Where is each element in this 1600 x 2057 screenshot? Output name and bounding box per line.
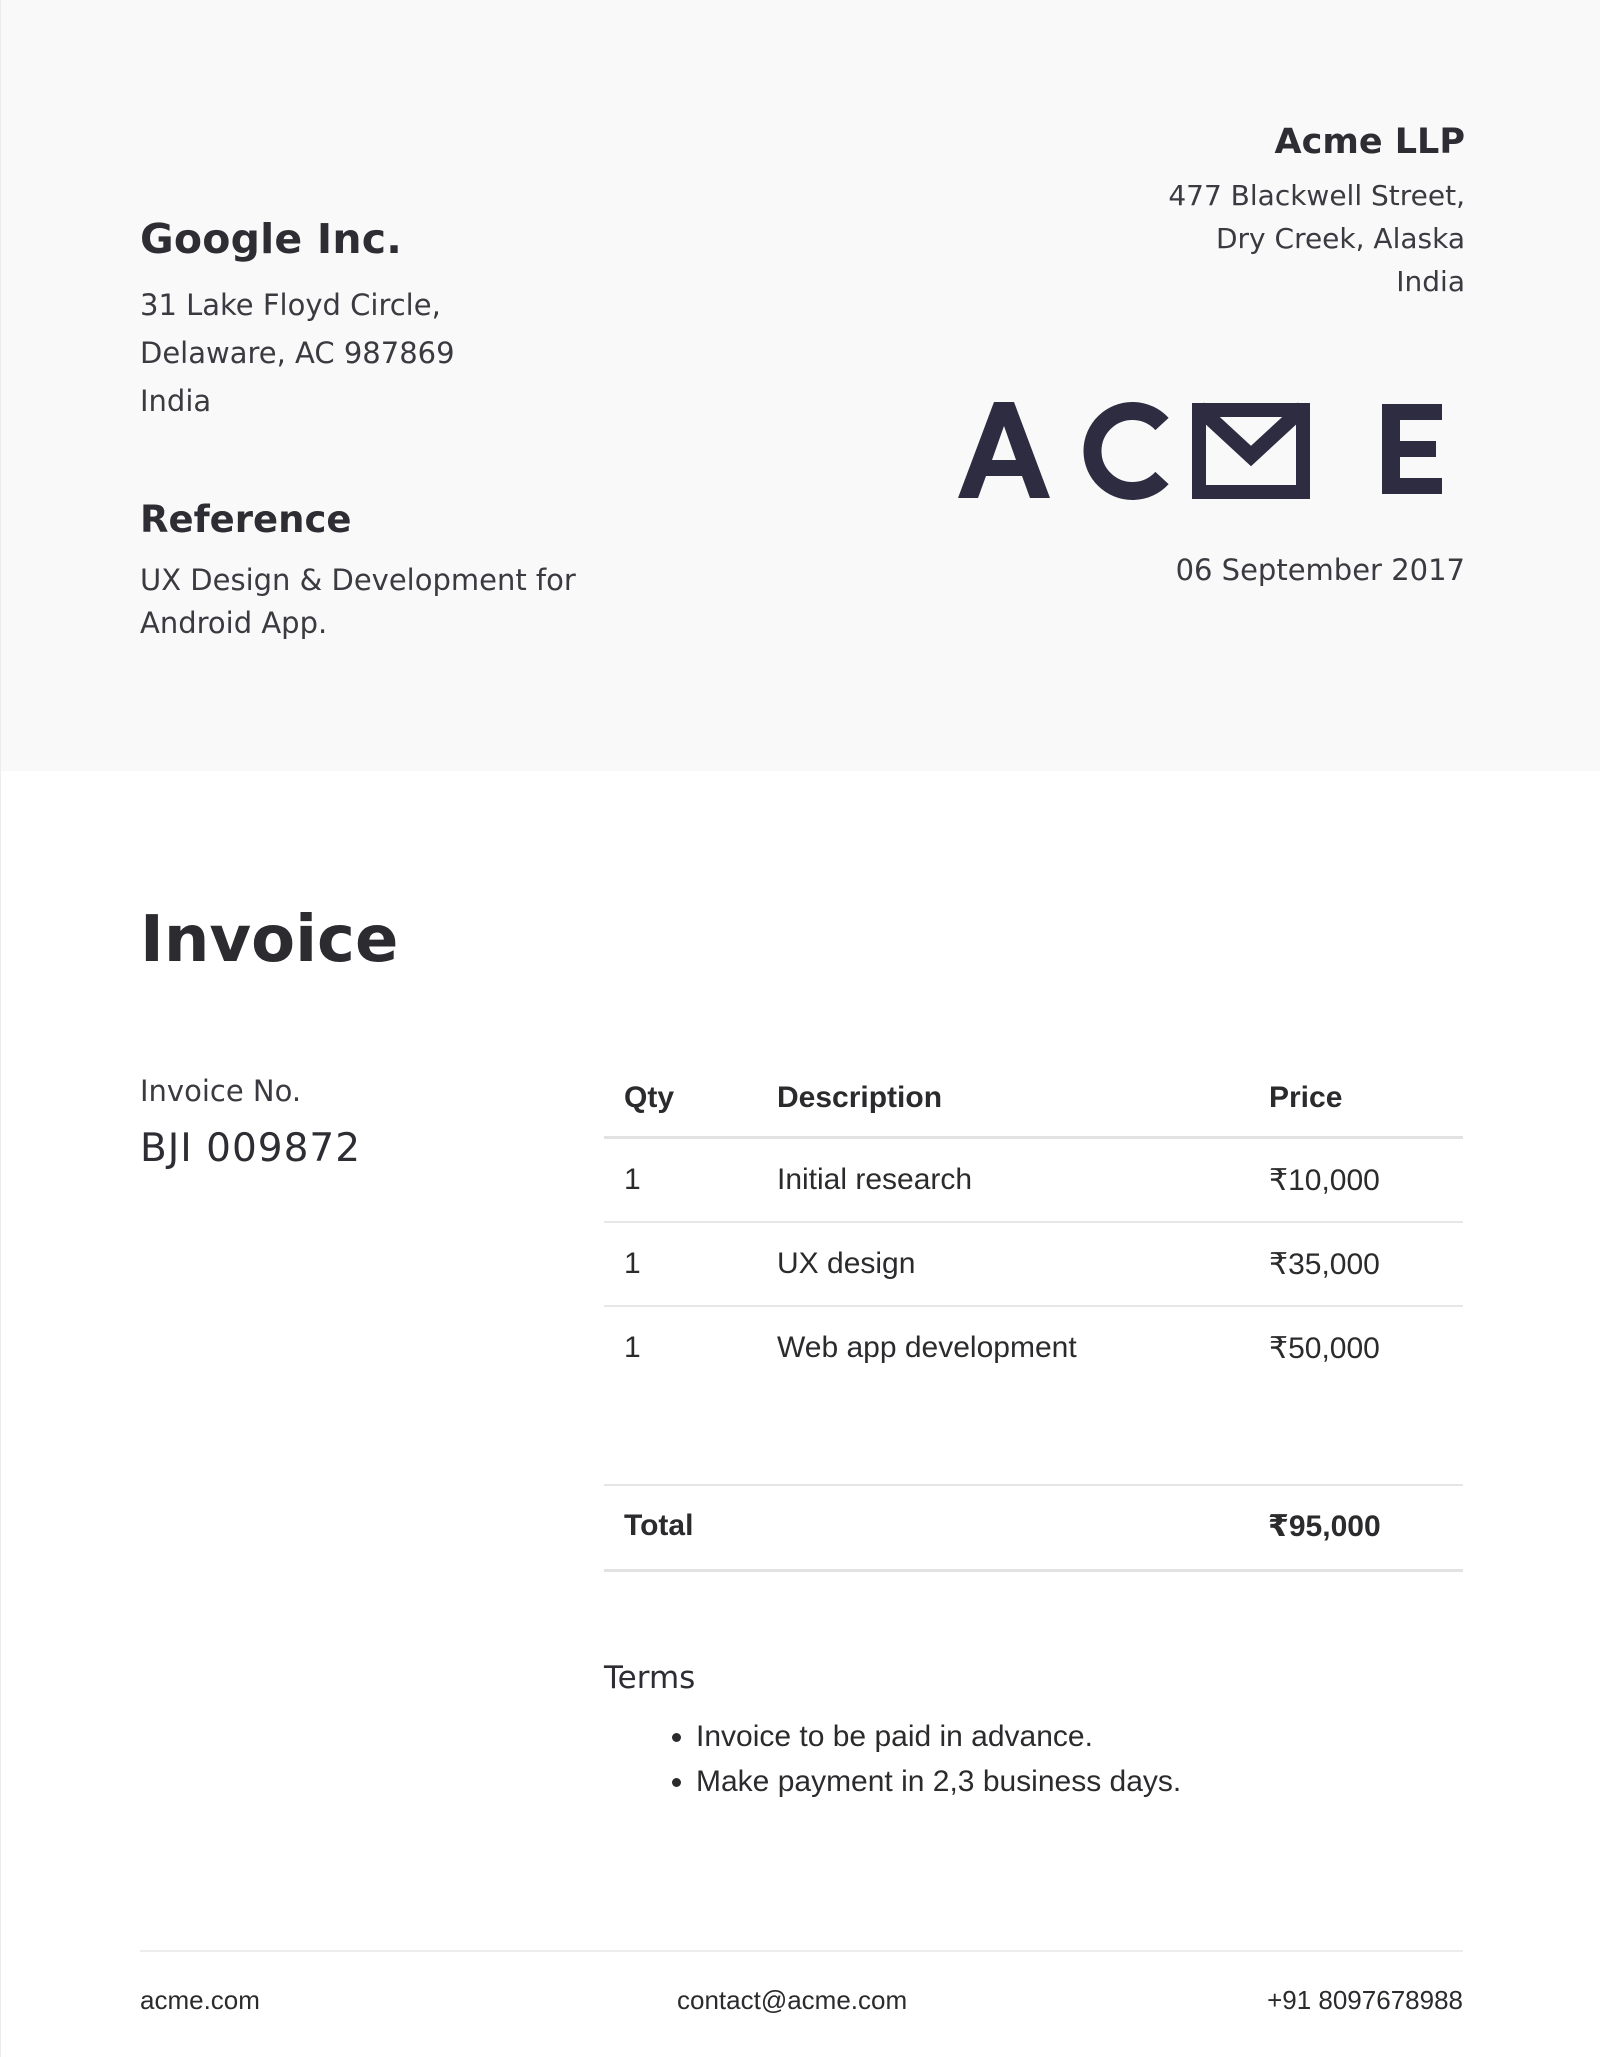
reference-block (140, 498, 700, 645)
table-row (604, 1138, 1463, 1223)
reference-text: UX Design & Development for Android App. (140, 563, 576, 640)
total-row (604, 1484, 1463, 1572)
list-item: • Make payment in 2,3 business days. (696, 1759, 1463, 1804)
price-cell: ₹35,000 (1249, 1222, 1463, 1306)
footer-website-link[interactable]: acme.com (140, 1985, 260, 2015)
total-label: Total (624, 1509, 694, 1542)
client-address-line: Delaware, AC 987869 (140, 336, 455, 370)
client-address-line: 31 Lake Floyd Circle, (140, 288, 441, 322)
invoice-number-label: Invoice No. (140, 1074, 302, 1108)
table-row (604, 1222, 1463, 1306)
company-address-line: India (1396, 265, 1465, 298)
qty-cell: 1 (604, 1138, 757, 1223)
description-cell: Initial research (757, 1138, 1249, 1223)
terms-block (604, 1660, 1463, 1804)
terms-heading: Terms (604, 1660, 696, 1696)
acme-logo (958, 398, 1454, 502)
header-band (1, 0, 1600, 771)
price-cell: ₹50,000 (1269, 1331, 1380, 1365)
company-address-line: 477 Blackwell Street, (1168, 179, 1465, 212)
footer-phone: +91 8097678988 (1267, 1985, 1463, 2015)
client-address-line: India (140, 384, 212, 418)
invoice-date: 06 September 2017 (1175, 553, 1465, 587)
qty-cell: 1 (604, 1222, 757, 1306)
price-header: Price (1249, 1060, 1463, 1138)
total-value: ₹95,000 (1268, 1510, 1381, 1543)
footer-email-link[interactable]: contact@acme.com (677, 1985, 908, 2015)
footer (140, 1950, 1463, 2022)
table-row (604, 1306, 1463, 1389)
invoice-title: Invoice (140, 903, 399, 977)
client-name: Google Inc. (140, 215, 402, 263)
company-block (965, 122, 1465, 303)
qty-cell: 1 (624, 1331, 641, 1364)
client-block (140, 215, 700, 425)
table-header-row (604, 1060, 1463, 1138)
invoice-number: BJI 009872 (140, 1126, 362, 1171)
description-header: Description (757, 1060, 1249, 1138)
line-items-table (604, 1060, 1463, 1389)
description-cell: Web app development (777, 1331, 1077, 1364)
company-name: Acme LLP (1274, 122, 1465, 162)
price-cell: ₹10,000 (1249, 1138, 1463, 1223)
reference-heading: Reference (140, 498, 352, 541)
qty-header: Qty (604, 1060, 757, 1138)
description-cell: UX design (757, 1222, 1249, 1306)
company-address-line: Dry Creek, Alaska (1215, 222, 1465, 255)
terms-list (604, 1714, 1463, 1804)
list-item: • Invoice to be paid in advance. (696, 1714, 1463, 1759)
